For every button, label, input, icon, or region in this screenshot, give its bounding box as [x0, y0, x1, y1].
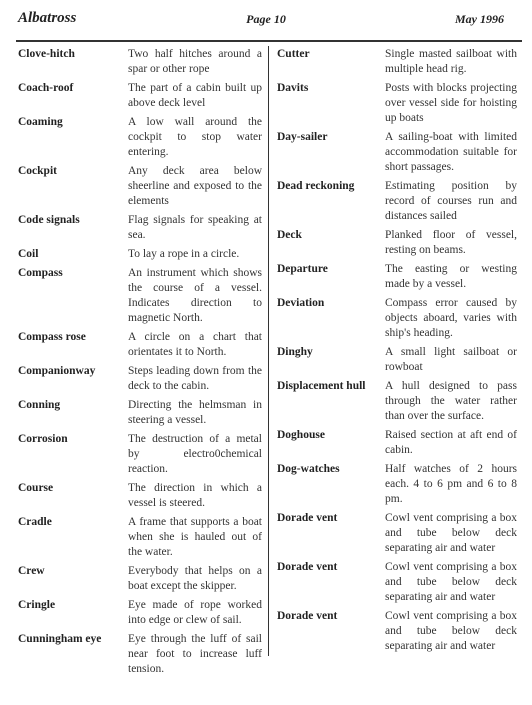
entry-definition: A hull designed to pass through the water rather than over the surface. [385, 380, 517, 422]
entry-definition: The part of a cabin built up above deck level [128, 82, 262, 109]
entry-term: Departure [277, 263, 328, 275]
entry-definition: The easting or westing made by a vessel. [385, 263, 517, 290]
entry-term: Compass rose [18, 331, 86, 343]
glossary-entry [18, 164, 262, 209]
entry-definition: Everybody that helps on a boat except the skipper. [128, 565, 262, 592]
entry-definition: Cowl vent comprising a box and tube below deck separating air and water [385, 512, 517, 554]
column-divider [268, 46, 269, 656]
entry-definition: Directing the helmsman in steering a vessel. [128, 399, 262, 426]
glossary-entry [18, 364, 262, 394]
page-header [0, 6, 532, 30]
entry-definition: A sailing-boat with limited accommodation suitable for short passages. [385, 131, 517, 173]
entry-term: Cradle [18, 516, 52, 528]
entry-definition: Planked floor of vessel, resting on beams. [385, 229, 517, 256]
entry-definition: Half watches of 2 hours each. 4 to 6 pm and 6 to 8 pm. [385, 463, 517, 505]
entry-definition: Compass error caused by objects aboard, varies with ship's heading. [385, 297, 517, 339]
entry-definition: Flag signals for speaking at sea. [128, 214, 262, 241]
publication-title: Albatross [18, 10, 77, 26]
entry-definition: Any deck area below sheerline and exposed to the elements [128, 165, 262, 207]
entry-term: Cringle [18, 599, 56, 611]
glossary-entry [18, 266, 262, 326]
entry-term: Compass [18, 267, 63, 279]
entry-definition: A low wall around the cockpit to stop water entering. [128, 116, 262, 158]
entry-term: Companionway [18, 365, 96, 377]
entry-term: Corrosion [18, 433, 68, 445]
entry-definition: A frame that supports a boat when she is hauled out of the water. [128, 516, 262, 558]
glossary-entry [18, 481, 262, 511]
glossary-entry [277, 379, 517, 424]
glossary-entry [277, 428, 517, 458]
glossary-entry [277, 81, 517, 126]
entry-definition: Eye made of rope worked into edge or clew of sail. [128, 599, 262, 626]
glossary-entry [18, 598, 262, 628]
glossary-entry [18, 632, 262, 677]
glossary-entry [277, 560, 517, 605]
glossary-entry [277, 228, 517, 258]
entry-term: Course [18, 482, 54, 494]
glossary-entry [18, 81, 262, 111]
entry-definition: A circle on a chart that orientates it to North. [128, 331, 262, 358]
glossary-entry [277, 296, 517, 341]
entry-definition: An instrument which shows the course of a vessel. Indicates direction to magnetic North. [128, 267, 262, 324]
entry-definition: Cowl vent comprising a box and tube below deck separating air and water [385, 561, 517, 603]
entry-term: Deck [277, 229, 302, 241]
glossary-entry [18, 330, 262, 360]
entry-term: Code signals [18, 214, 80, 226]
glossary-entry [277, 47, 517, 77]
entry-definition: Posts with blocks projecting over vessel side for hoisting up boats [385, 82, 517, 124]
entry-term: Displacement hull [277, 380, 366, 392]
glossary-column-right [277, 47, 517, 658]
entry-term: Cunningham eye [18, 633, 102, 645]
entry-definition: Single masted sailboat with multiple head rig. [385, 48, 517, 75]
entry-definition: Estimating position by record of courses run and distances sailed [385, 180, 517, 222]
glossary-entry [18, 213, 262, 243]
entry-term: Dog-watches [277, 463, 340, 475]
glossary-entry [18, 564, 262, 594]
entry-term: Day-sailer [277, 131, 328, 143]
entry-term: Dorade vent [277, 561, 338, 573]
entry-term: Doghouse [277, 429, 325, 441]
entry-definition: Two half hitches around a spar or other rope [128, 48, 262, 75]
entry-definition: The direction in which a vessel is steered. [128, 482, 262, 509]
glossary-entry [18, 515, 262, 560]
entry-term: Cockpit [18, 165, 57, 177]
entry-term: Crew [18, 565, 45, 577]
entry-definition: Cowl vent comprising a box and tube below deck separating air and water [385, 610, 517, 652]
glossary-entry [277, 511, 517, 556]
entry-definition: A small light sailboat or rowboat [385, 346, 517, 373]
entry-term: Coil [18, 248, 39, 260]
glossary-entry [18, 115, 262, 160]
entry-term: Cutter [277, 48, 310, 60]
entry-term: Clove-hitch [18, 48, 75, 60]
entry-term: Dead reckoning [277, 180, 355, 192]
glossary-column-left [18, 47, 262, 681]
entry-term: Conning [18, 399, 61, 411]
glossary-entry [18, 247, 262, 262]
glossary-entry [18, 398, 262, 428]
header-rule [16, 40, 522, 42]
glossary-entry [18, 432, 262, 477]
entry-term: Davits [277, 82, 309, 94]
glossary-entry [18, 47, 262, 77]
glossary-entry [277, 262, 517, 292]
entry-term: Coach-roof [18, 82, 74, 94]
glossary-entry [277, 609, 517, 654]
entry-definition: The destruction of a metal by electro0chemical reaction. [128, 433, 262, 475]
entry-definition: To lay a rope in a circle. [128, 248, 240, 260]
entry-term: Dorade vent [277, 512, 338, 524]
glossary-entry [277, 345, 517, 375]
entry-definition: Raised section at aft end of cabin. [385, 429, 517, 456]
page-number: Page 10 [246, 12, 286, 26]
entry-definition: Steps leading down from the deck to the cabin. [128, 365, 262, 392]
entry-term: Deviation [277, 297, 325, 309]
entry-term: Coaming [18, 116, 63, 128]
glossary-entry [277, 462, 517, 507]
entry-definition: Eye through the luff of sail near foot to increase luff tension. [128, 633, 262, 675]
glossary-entry [277, 179, 517, 224]
glossary-entry [277, 130, 517, 175]
entry-term: Dorade vent [277, 610, 338, 622]
issue-date: May 1996 [455, 12, 504, 26]
entry-term: Dinghy [277, 346, 313, 358]
